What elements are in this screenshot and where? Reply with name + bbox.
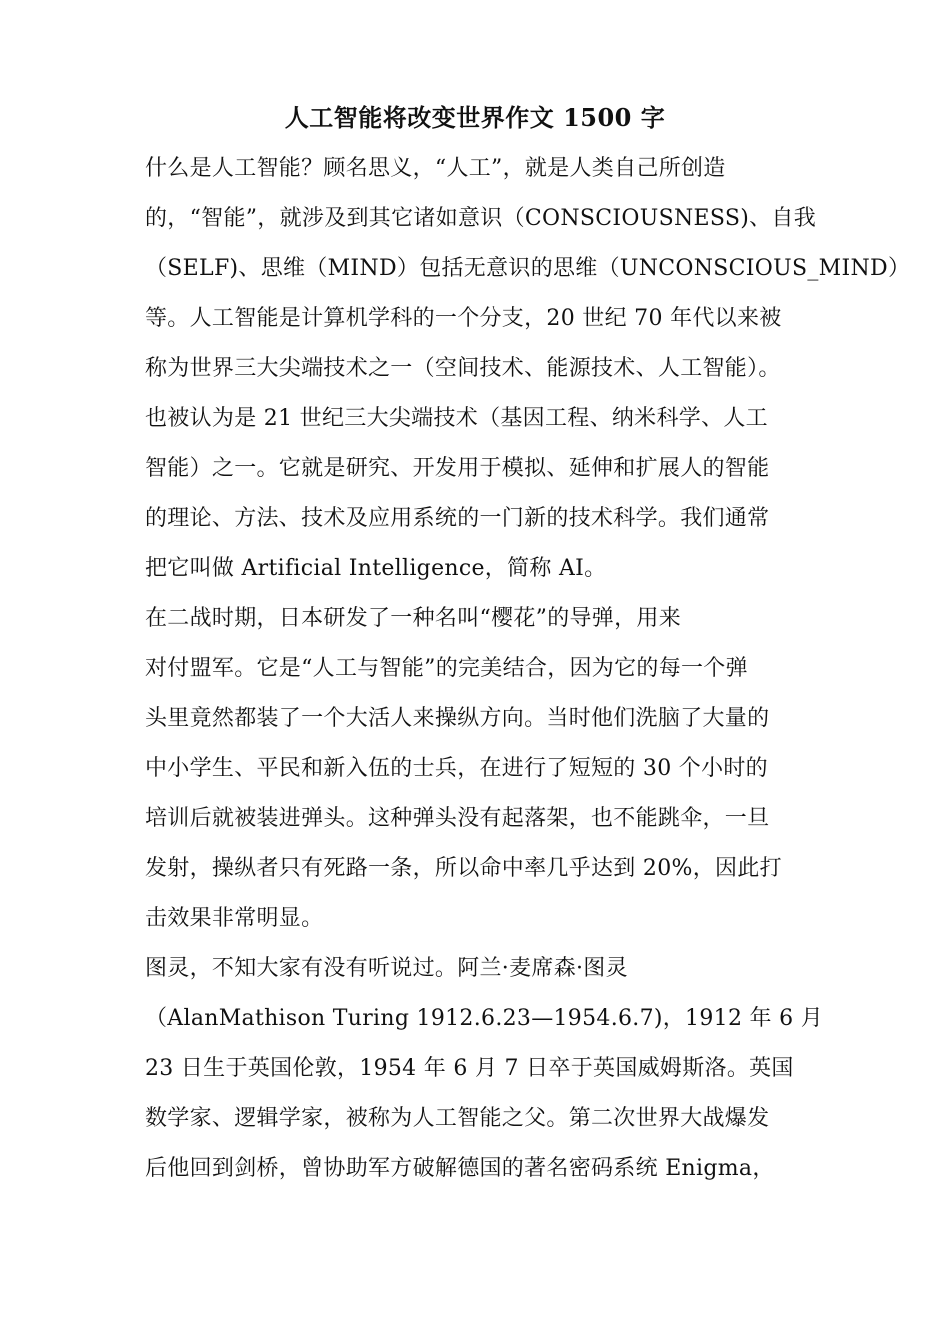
text-line: 后他回到剑桥，曾协助军方破解德国的著名密码系统 Enigma， [145, 1156, 775, 1181]
document-title: 人工智能将改变世界作文 1500 字 [284, 103, 666, 132]
text-line: 什么是人工智能？顾名思义，“人工”，就是人类自己所创造 [145, 156, 726, 181]
text-line: 对付盟军。它是“人工与智能”的完美结合，因为它的每一个弹 [145, 656, 748, 681]
text-line: 的理论、方法、技术及应用系统的一门新的技术科学。我们通常 [145, 506, 770, 531]
text-line: 23 日生于英国伦敦，1954 年 6 月 7 日卒于英国威姆斯洛。英国 [145, 1056, 794, 1081]
text-line: 也被认为是 21 世纪三大尖端技术（基因工程、纳米科学、人工 [145, 406, 768, 431]
text-line: （SELF)、思维（MIND）包括无意识的思维（UNCONSCIOUS_MIND） [145, 256, 911, 281]
text-line: 在二战时期，日本研发了一种名叫“樱花”的导弹，用来 [145, 606, 681, 631]
text-line: 称为世界三大尖端技术之一（空间技术、能源技术、人工智能）。 [145, 356, 781, 381]
text-line: （AlanMathison Turing 1912.6.23—1954.6.7)，1912 年 6 月 [145, 1006, 824, 1031]
text-line: 等。人工智能是计算机学科的一个分支，20 世纪 70 年代以来被 [145, 306, 782, 331]
text-line: 培训后就被装进弹头。这种弹头没有起落架，也不能跳伞，一旦 [145, 806, 770, 831]
text-line: 头里竟然都装了一个大活人来操纵方向。当时他们洗脑了大量的 [145, 706, 770, 731]
text-line: 数学家、逻辑学家，被称为人工智能之父。第二次世界大战爆发 [145, 1106, 770, 1131]
text-line: 击效果非常明显。 [145, 906, 324, 931]
text-line: 图灵，不知大家有没有听说过。阿兰·麦席森·图灵 [145, 956, 628, 981]
text-line: 把它叫做 Artificial Intelligence，简称 AI。 [145, 556, 607, 581]
text-line: 发射，操纵者只有死路一条，所以命中率几乎达到 20%，因此打 [145, 856, 782, 881]
text-line: 的，“智能”，就涉及到其它诸如意识（CONSCIOUSNESS)、自我 [145, 206, 817, 231]
text-line: 中小学生、平民和新入伍的士兵，在进行了短短的 30 个小时的 [145, 756, 768, 781]
text-line: 智能）之一。它就是研究、开发用于模拟、延伸和扩展人的智能 [145, 456, 770, 481]
